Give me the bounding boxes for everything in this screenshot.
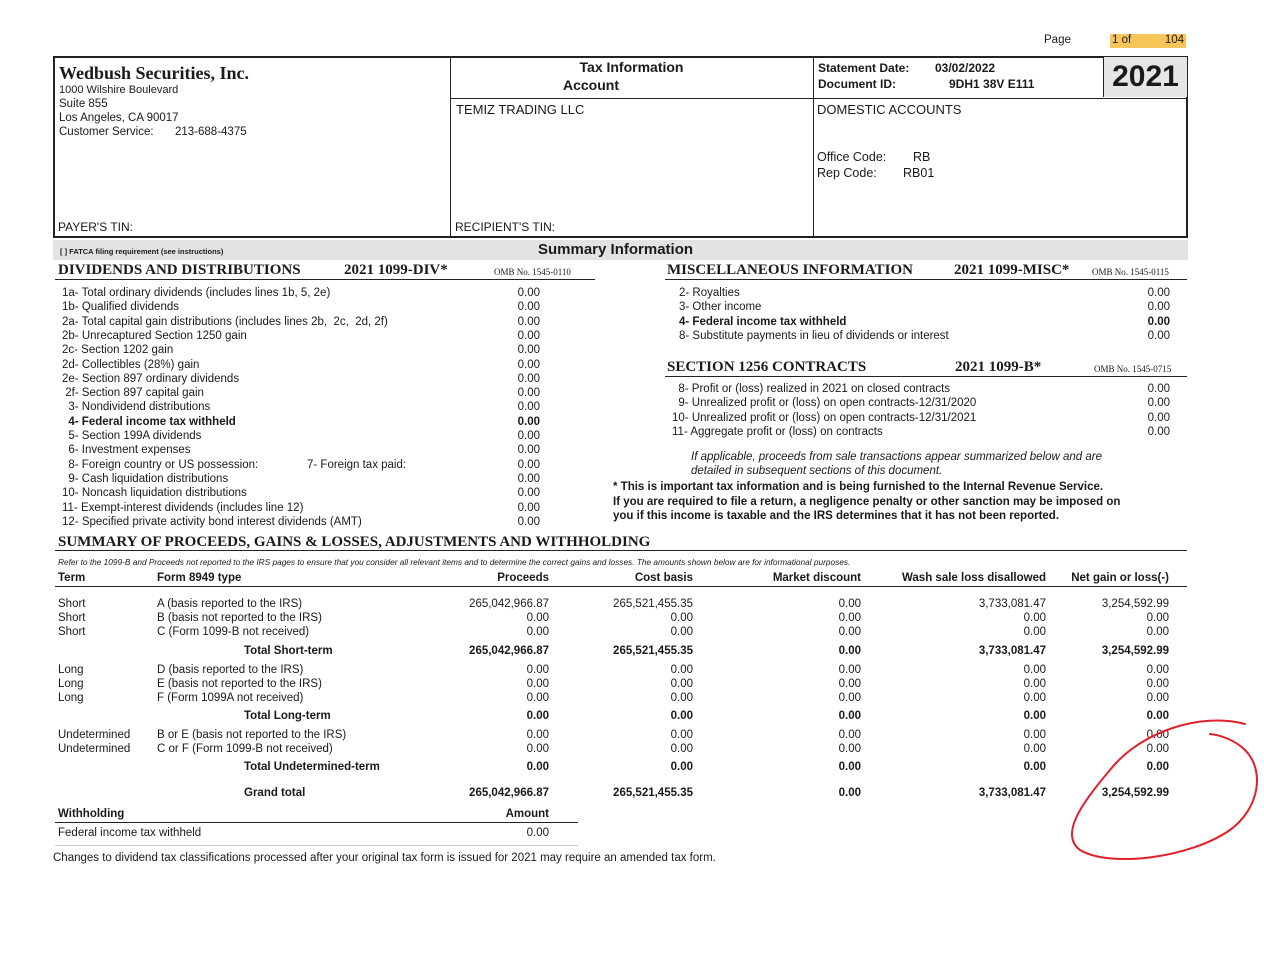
market-discount-cell: 0.00 xyxy=(838,612,861,624)
payer-tin-label: PAYER'S TIN: xyxy=(58,220,133,234)
dividend-row xyxy=(62,286,580,300)
statement-date-label: Statement Date: xyxy=(818,61,910,75)
fatca-checkbox-label: [ ] FATCA filing requirement (see instructions) xyxy=(60,247,224,256)
misc-label: 8- Substitute payments in lieu of dividends or interest xyxy=(679,329,949,342)
market-discount-cell: 0.00 xyxy=(838,743,861,755)
dividend-label: 10- Noncash liquidation distributions xyxy=(62,487,247,500)
market-discount-cell: 0.00 xyxy=(838,761,861,773)
office-code-label: Office Code: xyxy=(817,150,887,164)
note-italic-1: If applicable, proceeds from sale transactions appear summarized below and are xyxy=(691,451,1103,463)
dividend-row xyxy=(62,415,580,429)
section1256-row xyxy=(672,396,1170,410)
red-circle-annotation xyxy=(1050,710,1264,864)
dividend-label: 6- Investment expenses xyxy=(62,444,191,457)
misc-label: 4- Federal income tax withheld xyxy=(679,315,847,328)
net-gain-cell: 0.00 xyxy=(1146,664,1169,676)
document-id-value: 9DH1 38V E111 xyxy=(949,77,1035,91)
withholding-amount-label: Amount xyxy=(505,808,549,820)
wash-sale-cell: 0.00 xyxy=(1023,729,1046,741)
dividend-label: 3- Nondividend distributions xyxy=(62,401,211,414)
misc-value: 0.00 xyxy=(1147,315,1170,328)
dividends-rule xyxy=(55,279,595,280)
section1256-rule xyxy=(665,376,1187,377)
market-discount-cell: 0.00 xyxy=(838,626,861,638)
market-discount-cell: 0.00 xyxy=(838,787,861,799)
market-discount-cell: 0.00 xyxy=(838,645,861,657)
dividend-label: 1a- Total ordinary dividends (includes lines 1b, 5, 2e) xyxy=(62,287,331,299)
header-term: Term xyxy=(58,572,86,584)
page-current-text: 1 of xyxy=(1112,34,1132,46)
section1256-label: 11- Aggregate profit or (loss) on contracts xyxy=(672,426,883,439)
note-bold-2: If you are required to file a return, a negligence penalty or other sanction may be imposed on xyxy=(613,496,1121,508)
form-type-cell: Total Undetermined-term xyxy=(244,761,380,773)
section1256-value: 0.00 xyxy=(1147,397,1170,410)
dividend-label: 2e- Section 897 ordinary dividends xyxy=(62,372,240,385)
wash-sale-cell: 0.00 xyxy=(1023,612,1046,624)
dividend-value: 0.00 xyxy=(517,415,540,428)
annotation-stroke xyxy=(1072,721,1257,860)
dividend-value: 0.00 xyxy=(517,301,540,314)
form-type-cell: B or E (basis not reported to the IRS) xyxy=(157,729,347,741)
misc-row xyxy=(679,286,1170,300)
dividend-value: 0.00 xyxy=(517,315,540,328)
dividend-row xyxy=(62,343,580,357)
dividend-row xyxy=(62,315,580,329)
form-type-cell: C or F (Form 1099-B not received) xyxy=(157,743,333,755)
office-code-value: RB xyxy=(913,150,931,164)
dividend-label: 5- Section 199A dividends xyxy=(62,430,202,442)
cost-basis-cell: 265,521,455.35 xyxy=(613,787,693,799)
section1256-label: 10- Unrealized profit or (loss) on open contracts-12/31/2021 xyxy=(672,411,977,424)
dividend-row xyxy=(62,300,580,314)
dividend-row xyxy=(62,372,580,386)
section1256-omb: OMB No. 1545-0715 xyxy=(1094,364,1172,374)
market-discount-cell: 0.00 xyxy=(838,729,861,741)
proceeds-title: SUMMARY OF PROCEEDS, GAINS & LOSSES, ADJUSTMENTS AND WITHHOLDING xyxy=(58,534,651,550)
section1256-row xyxy=(672,411,1170,425)
dividend-row xyxy=(62,515,580,529)
dividend-value: 0.00 xyxy=(517,372,540,385)
section1256-label: 9- Unrealized profit or (loss) on open contracts-12/31/2020 xyxy=(672,397,977,410)
withholding-row-value: 0.00 xyxy=(526,827,549,839)
dividend-row xyxy=(62,386,580,400)
form-type-cell: B (basis not reported to the IRS) xyxy=(157,612,322,624)
cost-basis-cell: 0.00 xyxy=(670,678,693,690)
cost-basis-cell: 0.00 xyxy=(670,761,693,773)
term-cell: Undetermined xyxy=(58,743,131,755)
dividend-row xyxy=(62,443,580,457)
dividend-label: 2a- Total capital gain distributions (includes lines 2b, 2c, 2d, 2f) xyxy=(62,315,388,328)
recipient-tin-label: RECIPIENT'S TIN: xyxy=(455,220,556,234)
wash-sale-cell: 3,733,081.47 xyxy=(978,787,1046,799)
net-gain-cell: 0.00 xyxy=(1146,626,1169,638)
misc-value: 0.00 xyxy=(1147,329,1170,342)
wash-sale-cell: 0.00 xyxy=(1023,664,1046,676)
proceeds-cell: 0.00 xyxy=(526,761,549,773)
form-type-cell: C (Form 1099-B not received) xyxy=(157,626,310,638)
header-cost-basis: Cost basis xyxy=(634,572,693,584)
dividend-row xyxy=(62,501,580,515)
net-gain-cell: 3,254,592.99 xyxy=(1101,598,1169,610)
wash-sale-cell: 0.00 xyxy=(1023,678,1046,690)
dividend-label: 11- Exempt-interest dividends (includes line 12) xyxy=(62,501,304,514)
dividend-value: 0.00 xyxy=(517,401,540,414)
section1256-label: 8- Profit or (loss) realized in 2021 on closed contracts xyxy=(672,383,951,395)
term-cell: Short xyxy=(58,626,86,638)
cost-basis-cell: 0.00 xyxy=(670,692,693,704)
market-discount-cell: 0.00 xyxy=(838,598,861,610)
cost-basis-cell: 0.00 xyxy=(670,729,693,741)
term-cell: Short xyxy=(58,612,86,624)
payer-address-2: Suite 855 xyxy=(59,98,108,110)
note-bold-1: * This is important tax information and is being furnished to the Internal Revenue Service. xyxy=(613,481,1104,493)
statement-date-value: 03/02/2022 xyxy=(935,61,996,75)
dividend-row xyxy=(62,472,580,486)
dividend-row xyxy=(62,400,580,414)
misc-row xyxy=(679,300,1170,314)
proceeds-cell: 265,042,966.87 xyxy=(469,787,549,799)
net-gain-cell: 0.00 xyxy=(1146,692,1169,704)
proceeds-cell: 265,042,966.87 xyxy=(469,645,549,657)
page-label: Page xyxy=(1044,34,1071,46)
account-heading: Account xyxy=(563,77,619,93)
dividend-label: 12- Specified private activity bond interest dividends (AMT) xyxy=(62,515,362,528)
proceeds-cell: 0.00 xyxy=(526,710,549,722)
misc-value: 0.00 xyxy=(1147,301,1170,314)
dividend-value: 0.00 xyxy=(517,458,540,471)
proceeds-cell: 0.00 xyxy=(526,678,549,690)
payer-name: Wedbush Securities, Inc. xyxy=(59,63,250,83)
cost-basis-cell: 0.00 xyxy=(670,710,693,722)
term-cell: Long xyxy=(58,664,84,676)
proceeds-cell: 265,042,966.87 xyxy=(469,598,549,610)
term-cell: Undetermined xyxy=(58,729,131,741)
net-gain-cell: 0.00 xyxy=(1146,729,1169,741)
form-type-cell: Total Long-term xyxy=(244,710,331,722)
dividend-row xyxy=(62,429,580,443)
wash-sale-cell: 0.00 xyxy=(1023,743,1046,755)
dividends-form: 2021 1099-DIV* xyxy=(344,262,448,278)
dividend-label: 2c- Section 1202 gain xyxy=(62,344,174,357)
term-cell: Long xyxy=(58,678,84,690)
note-bold-3: you if this income is taxable and the IRS determines that it has not been reported. xyxy=(613,510,1060,522)
dividend-label: 9- Cash liquidation distributions xyxy=(62,472,229,485)
withholding-rule xyxy=(55,822,578,823)
header-rule-mid xyxy=(450,98,1187,99)
wash-sale-cell: 0.00 xyxy=(1023,710,1046,722)
dividend-value: 0.00 xyxy=(517,472,540,485)
proceeds-title-rule xyxy=(55,550,1187,551)
cost-basis-cell: 265,521,455.35 xyxy=(613,645,693,657)
wash-sale-cell: 3,733,081.47 xyxy=(978,598,1046,610)
dividend-value: 0.00 xyxy=(517,444,540,457)
cost-basis-cell: 0.00 xyxy=(670,743,693,755)
form-type-cell: Grand total xyxy=(244,787,306,799)
net-gain-cell: 0.00 xyxy=(1146,743,1169,755)
form-type-cell: Total Short-term xyxy=(244,645,333,657)
misc-omb: OMB No. 1545-0115 xyxy=(1092,267,1169,277)
proceeds-cell: 0.00 xyxy=(526,612,549,624)
dividends-title: DIVIDENDS AND DISTRIBUTIONS xyxy=(58,262,301,278)
page-total: 104 xyxy=(1164,34,1184,46)
account-type: DOMESTIC ACCOUNTS xyxy=(817,102,962,117)
term-cell: Long xyxy=(58,692,84,704)
cost-basis-cell: 0.00 xyxy=(670,626,693,638)
proceeds-refer-note: Refer to the 1099-B and Proceeds not reported to the IRS pages to ensure that you consider all relevant items and to determine the correct gains and losses. The amounts shown below are for informational purposes. xyxy=(58,557,851,567)
dividend-row xyxy=(62,358,580,372)
dividend-value: 0.00 xyxy=(517,344,540,357)
payer-address-3: Los Angeles, CA 90017 xyxy=(59,112,179,124)
form-type-cell: D (basis reported to the IRS) xyxy=(157,664,304,676)
form-type-cell: E (basis not reported to the IRS) xyxy=(157,678,322,690)
dividend-value: 0.00 xyxy=(517,287,540,299)
dividend-value: 0.00 xyxy=(517,515,540,528)
customer-service-phone: 213-688-4375 xyxy=(175,126,247,138)
header-divider-2 xyxy=(813,57,814,238)
wash-sale-cell: 3,733,081.47 xyxy=(978,645,1046,657)
misc-label: 3- Other income xyxy=(679,301,762,314)
withholding-bottom-rule xyxy=(55,845,578,846)
cost-basis-cell: 0.00 xyxy=(670,664,693,676)
dividend-row xyxy=(62,329,580,343)
header-net-gain: Net gain or loss(-) xyxy=(1071,572,1169,584)
cost-basis-cell: 265,521,455.35 xyxy=(613,598,693,610)
net-gain-cell: 0.00 xyxy=(1146,612,1169,624)
tax-info-heading: Tax Information xyxy=(579,59,684,75)
dividend-value: 0.00 xyxy=(517,501,540,514)
header-proceeds: Proceeds xyxy=(497,572,549,584)
market-discount-cell: 0.00 xyxy=(838,710,861,722)
dividend-label: 4- Federal income tax withheld xyxy=(62,415,236,428)
proceeds-cell: 0.00 xyxy=(526,729,549,741)
net-gain-cell: 0.00 xyxy=(1146,678,1169,690)
dividend-extra-label: 7- Foreign tax paid: xyxy=(307,458,407,471)
market-discount-cell: 0.00 xyxy=(838,692,861,704)
proceeds-header-rule xyxy=(55,586,1187,587)
dividend-label: 8- Foreign country or US possession: xyxy=(62,458,259,471)
misc-rule xyxy=(665,279,1187,280)
misc-label: 2- Royalties xyxy=(679,287,740,299)
note-italic-2: detailed in subsequent sections of this document. xyxy=(691,465,943,477)
net-gain-cell: 0.00 xyxy=(1146,710,1169,722)
dividend-label: 1b- Qualified dividends xyxy=(62,301,179,314)
rep-code-value: RB01 xyxy=(903,166,935,180)
header-market-discount: Market discount xyxy=(772,572,861,584)
cost-basis-cell: 0.00 xyxy=(670,612,693,624)
withholding-label: Withholding xyxy=(58,808,125,820)
dividends-omb: OMB No. 1545-0110 xyxy=(494,267,571,277)
payer-address-1: 1000 Wilshire Boulevard xyxy=(59,84,179,96)
proceeds-cell: 0.00 xyxy=(526,664,549,676)
section1256-value: 0.00 xyxy=(1147,426,1170,439)
page-current xyxy=(1110,34,1186,48)
misc-title: MISCELLANEOUS INFORMATION xyxy=(667,262,913,278)
proceeds-cell: 0.00 xyxy=(526,692,549,704)
misc-row xyxy=(679,329,1170,343)
section1256-value: 0.00 xyxy=(1147,383,1170,395)
dividend-value: 0.00 xyxy=(517,387,540,400)
recipient-name: TEMIZ TRADING LLC xyxy=(456,102,585,117)
form-type-cell: F (Form 1099A not received) xyxy=(157,692,304,704)
proceeds-cell: 0.00 xyxy=(526,743,549,755)
tax-year-badge: 2021 xyxy=(1103,57,1187,97)
section1256-row xyxy=(672,382,1170,396)
document-id-label: Document ID: xyxy=(818,77,896,91)
form-type-cell: A (basis reported to the IRS) xyxy=(157,598,303,610)
wash-sale-cell: 0.00 xyxy=(1023,692,1046,704)
dividend-label: 2f- Section 897 capital gain xyxy=(62,387,204,400)
dividend-label: 2d- Collectibles (28%) gain xyxy=(62,358,200,371)
net-gain-cell: 3,254,592.99 xyxy=(1101,645,1169,657)
dividend-label: 2b- Unrecaptured Section 1250 gain xyxy=(62,329,247,342)
market-discount-cell: 0.00 xyxy=(838,678,861,690)
market-discount-cell: 0.00 xyxy=(838,664,861,676)
footer-note: Changes to dividend tax classifications processed after your original tax form is issued for 2021 may require an amended tax form. xyxy=(53,852,716,864)
rep-code-label: Rep Code: xyxy=(817,166,877,180)
withholding-row-label: Federal income tax withheld xyxy=(58,827,202,839)
customer-service-label: Customer Service: xyxy=(59,126,154,138)
dividend-value: 0.00 xyxy=(517,329,540,342)
net-gain-cell: 3,254,592.99 xyxy=(1101,787,1169,799)
misc-form: 2021 1099-MISC* xyxy=(954,262,1070,278)
net-gain-cell: 0.00 xyxy=(1146,761,1169,773)
section1256-title: SECTION 1256 CONTRACTS xyxy=(667,359,867,375)
section1256-row xyxy=(672,425,1170,439)
dividend-value: 0.00 xyxy=(517,358,540,371)
dividend-row xyxy=(62,458,580,472)
dividend-row xyxy=(62,486,580,500)
header-wash-sale: Wash sale loss disallowed xyxy=(901,572,1046,584)
section1256-form: 2021 1099-B* xyxy=(955,359,1042,375)
header-form-type: Form 8949 type xyxy=(157,572,242,584)
proceeds-cell: 0.00 xyxy=(526,626,549,638)
dividend-value: 0.00 xyxy=(517,487,540,500)
term-cell: Short xyxy=(58,598,86,610)
summary-title: Summary Information xyxy=(538,241,694,258)
wash-sale-cell: 0.00 xyxy=(1023,761,1046,773)
misc-row xyxy=(679,315,1170,329)
misc-value: 0.00 xyxy=(1147,287,1170,299)
section1256-value: 0.00 xyxy=(1147,411,1170,424)
wash-sale-cell: 0.00 xyxy=(1023,626,1046,638)
dividend-value: 0.00 xyxy=(517,430,540,442)
